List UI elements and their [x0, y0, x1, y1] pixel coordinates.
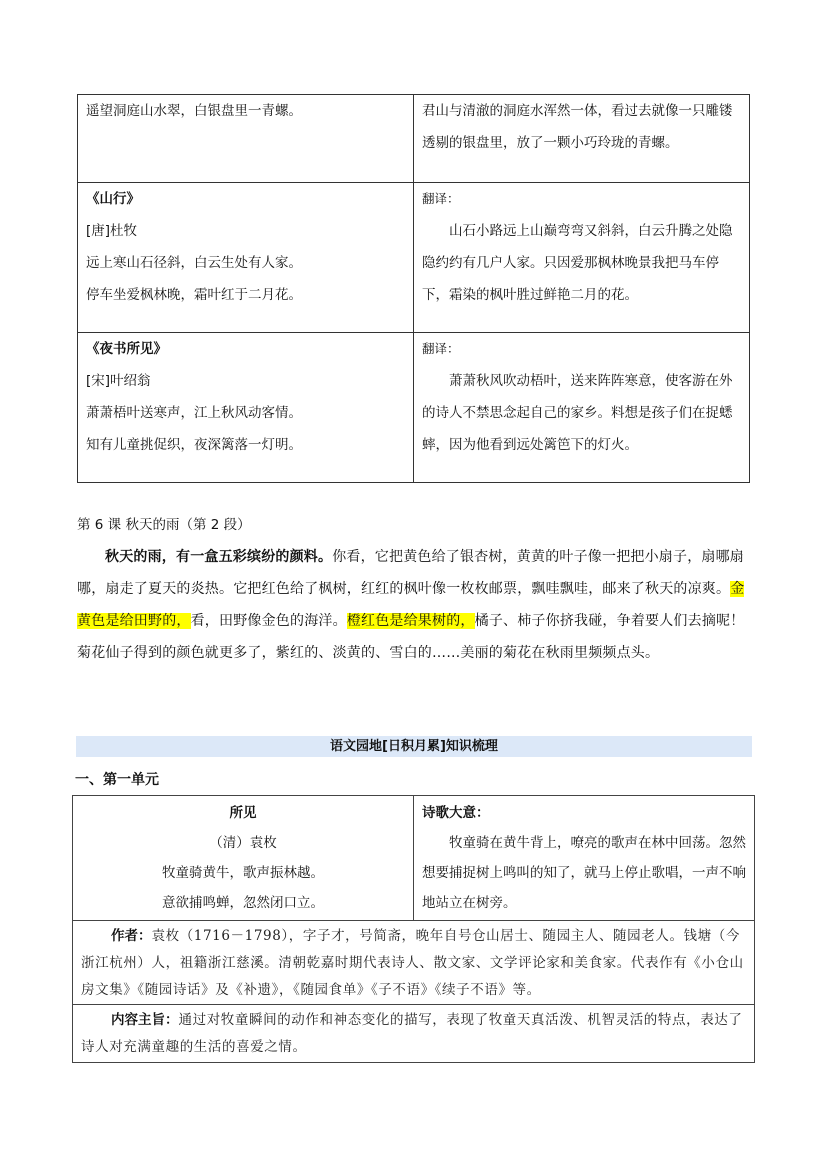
table-row — [78, 333, 750, 483]
poem-line: 知有儿童挑促织，夜深篱落一灯明。 — [86, 437, 302, 453]
paragraph-text: 橘子、柿子你挤我碰，争着要人们去摘呢！菊花仙子得到的颜色就更多了，紫红的、淡黄的、雪白的……美丽的菊花在秋雨里频频点头。 — [77, 613, 745, 661]
translation-cell — [414, 95, 750, 183]
poem-line: 意欲捕鸣蝉，忽然闭口立。 — [162, 895, 324, 911]
poem-author: [宋]叶绍翁 — [86, 373, 151, 389]
table-row — [73, 1005, 755, 1063]
translation-label: 翻译： — [422, 191, 460, 206]
highlighted-text: 橙红色是给果树的， — [346, 613, 475, 629]
unit-heading: 一、第一单元 — [75, 772, 159, 788]
table-row — [78, 183, 750, 333]
table-row — [73, 796, 755, 921]
author-label: 作者： — [111, 928, 152, 944]
section-banner — [76, 736, 752, 757]
table-row — [73, 921, 755, 1005]
unit-knowledge-table — [72, 795, 755, 1063]
poem-cell — [78, 95, 414, 183]
author-text: 袁枚（1716－1798），字子才，号简斋，晚年自号仓山居士、随园主人、随园老人。钱塘（今浙江杭州）人，祖籍浙江慈溪。清朝乾嘉时期代表诗人、散文家、文学评论家和美食家。代表作有《小仓山房文集》《随园诗话》及《补遗》，《随园食单》《子不语》《续子不语》等。 — [81, 928, 744, 998]
bold-lead-sentence: 秋天的雨，有一盒五彩缤纷的颜料。 — [105, 549, 333, 565]
author-info-cell — [73, 921, 755, 1005]
poem-translation-table — [77, 94, 750, 483]
translation-text: 君山与清澈的洞庭水浑然一体，看过去就像一只雕镂透剔的银盘里，放了一颗小巧玲珑的青螺。 — [422, 103, 733, 151]
section-banner-title: 语文园地[日积月累]知识梳理 — [330, 739, 498, 754]
paragraph-text: 看，田野像金色的海洋。 — [190, 613, 347, 629]
meaning-label: 诗歌大意： — [422, 805, 490, 821]
poem-line: 萧萧梧叶送寒声，江上秋风动客情。 — [86, 405, 302, 421]
lesson-title: 第 6 课 秋天的雨（第 2 段） — [77, 517, 251, 533]
poem-cell — [78, 183, 414, 333]
poem-author: [唐]杜牧 — [86, 223, 138, 239]
main-idea-text: 通过对牧童瞬间的动作和神态变化的描写，表现了牧童天真活泼、机智灵活的特点，表达了诗人对充满童趣的生活的喜爱之情。 — [81, 1012, 743, 1055]
poem-cell — [73, 796, 414, 921]
main-idea-label: 内容主旨： — [111, 1012, 179, 1028]
poem-cell — [78, 333, 414, 483]
poem-line: 牧童骑黄牛，歌声振林越。 — [162, 865, 324, 881]
translation-text: 萧萧秋风吹动梧叶，送来阵阵寒意，使客游在外的诗人不禁思念起自己的家乡。料想是孩子们在捉蟋蟀，因为他看到远处篱笆下的灯火。 — [422, 373, 733, 453]
paragraph-text: 你看，它把黄色给了银杏树，黄黄的叶子像一把把小扇子，扇哪扇哪，扇走了夏天的炎热。它把红色给了枫树，红红的枫叶像一枚枚邮票，飘哇飘哇，邮来了秋天的凉爽。 — [77, 549, 745, 597]
highlighted-text: 金黄色是给田野的， — [77, 581, 745, 629]
poem-line: 遥望洞庭山水翠，白银盘里一青螺。 — [86, 103, 302, 119]
table-row — [78, 95, 750, 183]
poem-line: 远上寒山石径斜，白云生处有人家。 — [86, 255, 302, 271]
poem-line: 停车坐爱枫林晚，霜叶红于二月花。 — [86, 287, 302, 303]
translation-text: 山石小路远上山巅弯弯又斜斜，白云升腾之处隐隐约约有几户人家。只因爱那枫林晚景我把马车停下，霜染的枫叶胜过鲜艳二月的花。 — [422, 223, 733, 303]
translation-label: 翻译： — [422, 341, 460, 356]
meaning-cell — [414, 796, 755, 921]
translation-cell — [414, 183, 750, 333]
poem-title: 《夜书所见》 — [86, 341, 167, 357]
meaning-text: 牧童骑在黄牛背上，嘹亮的歌声在林中回荡。忽然想要捕捉树上鸣叫的知了，就马上停止歌唱，一声不响地站立在树旁。 — [422, 835, 746, 911]
poem-title: 《山行》 — [86, 191, 140, 207]
translation-cell — [414, 333, 750, 483]
lesson-paragraph — [77, 541, 752, 669]
poem-author: （清）袁枚 — [209, 835, 277, 851]
main-idea-cell — [73, 1005, 755, 1063]
poem-title: 所见 — [229, 805, 257, 821]
